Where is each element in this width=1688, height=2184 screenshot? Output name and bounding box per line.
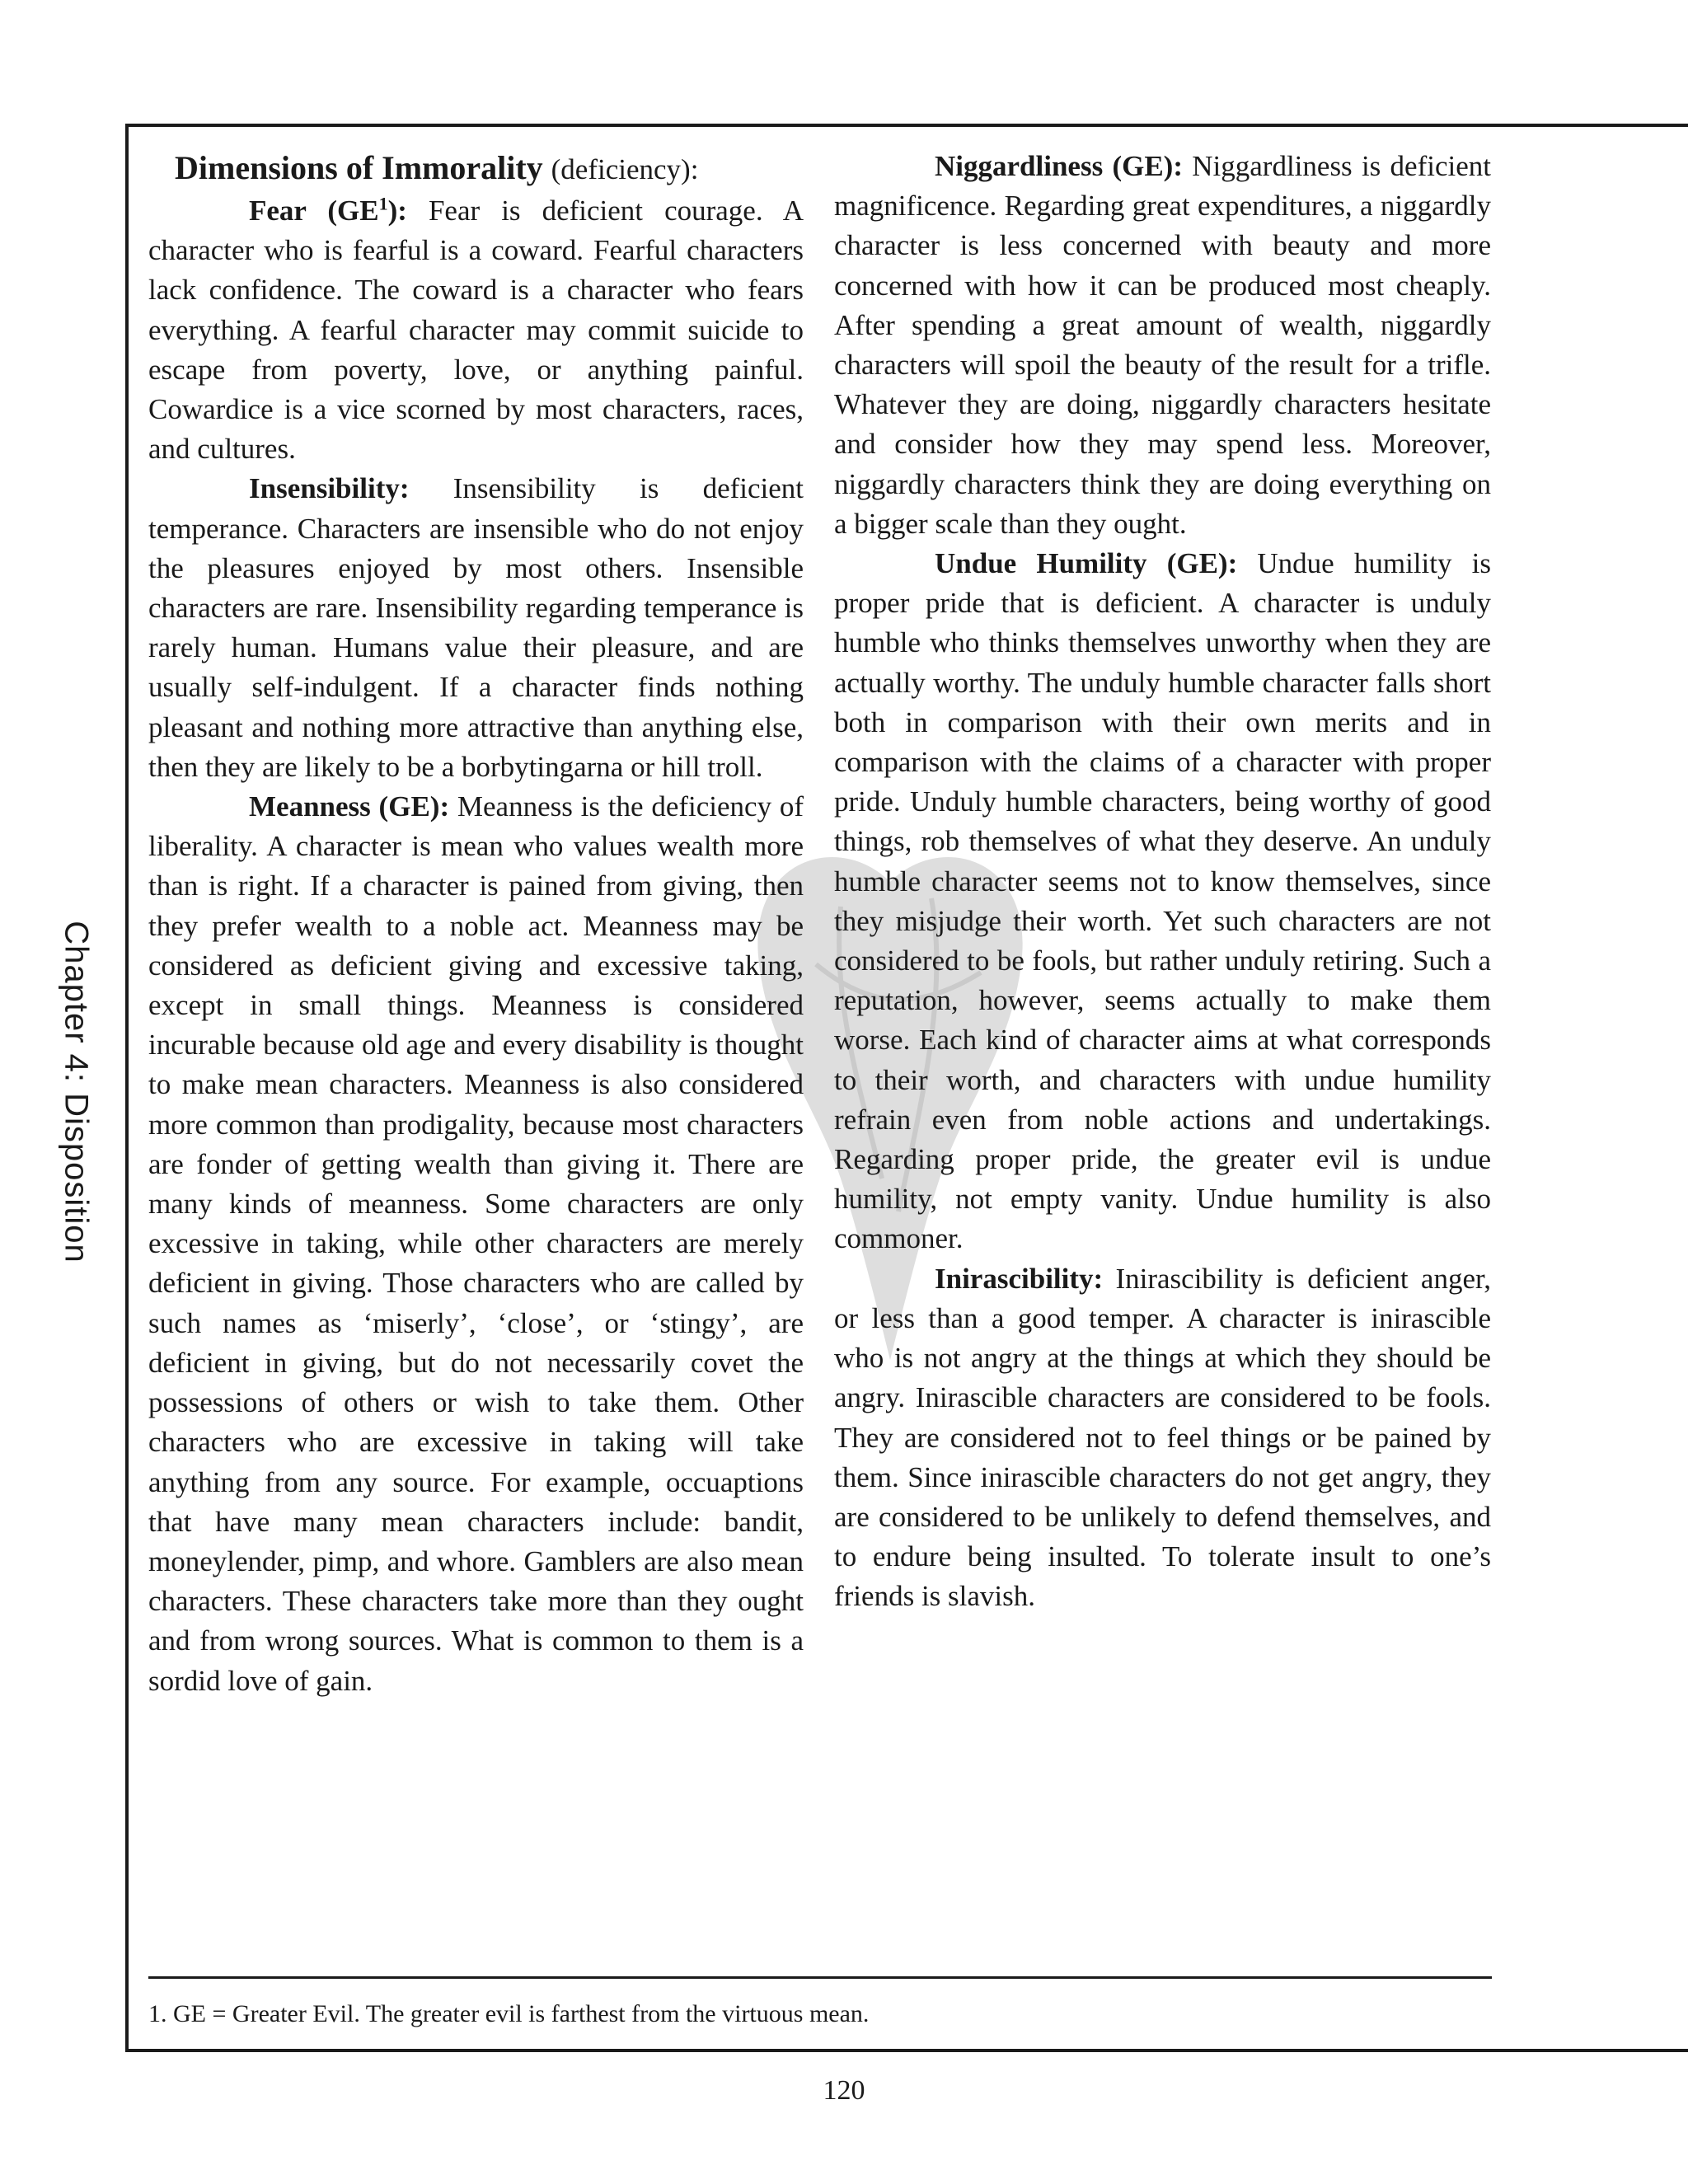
entry-term: Meanness (GE):: [249, 790, 450, 823]
entry-niggardliness: [834, 147, 1491, 544]
section-qualifier: (deficiency):: [551, 153, 699, 185]
entry-text: Undue humility is proper pride that is deficient. A character is unduly humble who thinks themselves unworthy when they are actually worthy. The unduly humble character falls short both in comparison with their own merits and in comparison with the claims of a character with proper pride. Unduly humble characters, being worthy of good things, rob themselves of what they deserve. An unduly humble character seems not to know themselves, since they misjudge their worth. Yet such characters are not considered to be fools, but rather unduly retiring. Such a reputation, however, seems actually to make them worse. Each kind of character aims at what corresponds to their worth, and characters with undue humility refrain even from noble actions and undertakings. Regarding proper pride, the greater evil is undue humility, not empty vanity. Undue humility is also commoner.: [834, 547, 1491, 1255]
entry-text: Meanness is the deficiency of liberality. A character is mean who values wealth more than is right. If a character is pained from giving, then they prefer wealth to a noble act. Meanness may be considered as deficient giving and excessive taking, except in small things. Meanness is considered incurable because old age and every disability is thought to make mean characters. Meanness is also considered more common than prodigality, because most characters are fonder of getting wealth than giving it. There are many kinds of meanness. Some characters are only excessive in taking, while other characters are merely deficient in giving. Those characters who are called by such names as ‘miserly’, ‘close’, or ‘stingy’, are deficient in giving, but do not necessarily covet the possessions of others or wish to take them. Other characters who are excessive in taking will take anything from any source. For example, occuaptions that have many mean characters include: bandit, moneylender, pimp, and whore. Gamblers are also mean characters. These characters take more than they ought and from wrong sources. What is common to them is a sordid love of gain.: [148, 790, 804, 1697]
entry-text: Insensibility is deficient temperance. Characters are insensible who do not enjoy the pleasures enjoyed by most others. Insensible characters are rare. Insensibility regarding temperance is rarely human. Humans value their pleasure, and are usually self-indulgent. If a character finds nothing pleasant and nothing more attractive than anything else, then they are likely to be a borbytingarna or hill troll.: [148, 472, 804, 783]
entry-text: Fear is deficient courage. A character who is fearful is a coward. Fearful characters lack confidence. The coward is a character who fears everything. A fearful character may commit suicide to escape from poverty, love, or anything painful. Cowardice is a vice scorned by most characters, races, and cultures.: [148, 194, 804, 466]
entry-undue-humility: [834, 544, 1491, 1259]
entry-term: Niggardliness (GE):: [935, 150, 1183, 182]
entry-fear: [148, 191, 804, 469]
footnote-divider: [148, 1976, 1492, 1979]
right-column: [834, 147, 1491, 1617]
footnote: 1. GE = Greater Evil. The greater evil is farthest from the virtuous mean.: [148, 2000, 870, 2027]
entry-term: Insensibility:: [249, 472, 410, 505]
entry-inirascibility: [834, 1259, 1491, 1617]
entry-term: Undue Humility (GE):: [935, 547, 1238, 580]
entry-term: Fear $(GE^1)$:: [249, 193, 407, 227]
page-number: 120: [823, 2075, 865, 2106]
section-title: Dimensions of Immorality: [175, 149, 543, 186]
entry-meanness: [148, 787, 804, 1701]
chapter-side-label: Chapter 4: Disposition: [58, 921, 95, 1263]
entry-insensibility: [148, 469, 804, 787]
entry-text: Inirascibility is deficient anger, or less than a good temper. A character is inirascible who is not angry at the things at which they should be angry. Inirascible characters are considered to be fools. They are considered not to feel things or be pained by them. Since inirascible characters do not get angry, they are considered to be unlikely to defend themselves, and to endure being insulted. To tolerate insult to one’s friends is slavish.: [834, 1262, 1491, 1613]
left-column: [148, 147, 804, 1701]
section-heading: [175, 147, 804, 191]
entry-text: Niggardliness is deficient magnificence. Regarding great expenditures, a niggardly character is less concerned with beauty and more concerned with how it can be produced most cheaply. After spending a great amount of wealth, niggardly characters will spoil the beauty of the result for a trifle. Whatever they are doing, niggardly characters hesitate and consider how they may spend less. Moreover, niggardly characters think they are doing everything on a bigger scale than they ought.: [834, 150, 1491, 540]
entry-term: Inirascibility:: [935, 1262, 1104, 1295]
